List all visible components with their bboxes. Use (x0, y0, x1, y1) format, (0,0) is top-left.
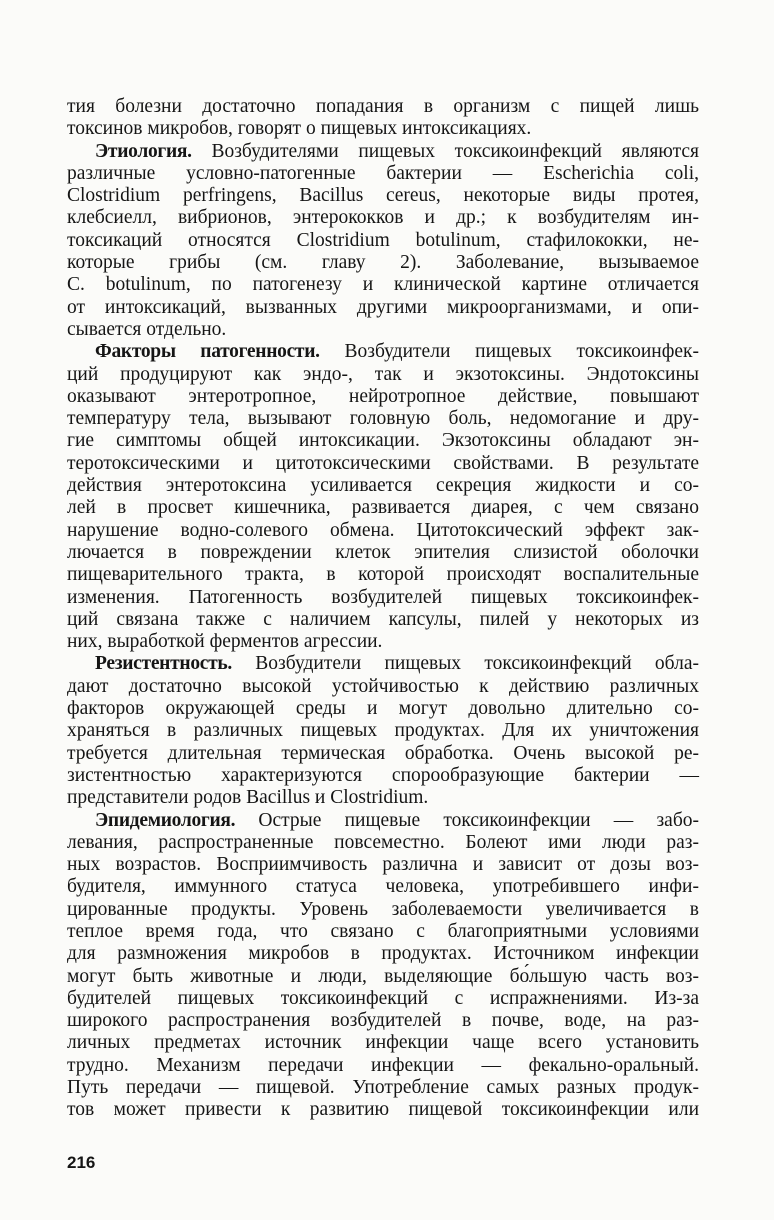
text-line: токсикаций относятся Clostridium botulinum, стафилококки, не- (67, 229, 699, 251)
body-text (67, 96, 699, 1122)
paragraph-etiology (67, 141, 699, 342)
text-line: различные условно-патогенные бактерии — Escherichia coli, (67, 162, 699, 184)
text-line: Clostridium perfringens, Bacillus cereus, некоторые виды протея, (67, 185, 699, 207)
text-line: лей в просвет кишечника, развивается диарея, с чем связано (67, 497, 699, 519)
paragraph-pathogenicity (67, 341, 699, 653)
text-line: оказывают энтеротропное, нейротропное действие, повышают (67, 385, 699, 407)
text-line (67, 341, 699, 363)
text-line: них, выработкой ферментов агрессии. (67, 631, 383, 653)
text-fragment: Возбудители пищевых токсикоинфек- (319, 341, 699, 363)
text-line: будителя, иммунного статуса человека, употребившего инфи- (67, 876, 699, 898)
text-line: гие симптомы общей интоксикации. Экзотоксины обладают эн- (67, 430, 699, 452)
paragraph-epidemiology (67, 810, 699, 1122)
text-line: нарушение водно-солевого обмена. Цитотоксический эффект зак- (67, 519, 699, 541)
text-line: широкого распространения возбудителей в почве, воде, на раз- (67, 1010, 699, 1032)
text-line: клебсиелл, вибрионов, энтерококков и др.; к возбудителям ин- (67, 207, 699, 229)
section-heading: Эпидемиология. (95, 809, 236, 831)
section-heading: Этиология. (95, 140, 192, 162)
text-line: C. botulinum, по патогенезу и клинической картине отличается (67, 274, 699, 296)
page-number: 216 (67, 1153, 96, 1172)
text-line: для размножения микробов в продуктах. Источником инфекции (67, 943, 699, 965)
text-line: тия болезни достаточно попадания в организм с пищей лишь (67, 96, 699, 117)
text-line (67, 653, 699, 675)
text-fragment: Возбудителями пищевых токсикоинфекций являются (191, 140, 699, 162)
section-heading: Резистентность. (95, 653, 232, 675)
text-line: температуру тела, вызывают головную боль, недомогание и дру- (67, 408, 699, 430)
paragraph-continuation (67, 96, 699, 141)
text-line: тов может привести к развитию пищевой токсикоинфекции или (67, 1099, 699, 1121)
text-line (67, 141, 699, 163)
text-line: которые грибы (см. главу 2). Заболевание, вызываемое (67, 252, 699, 274)
text-line: сывается отдельно. (67, 318, 227, 340)
text-line: трудно. Механизм передачи инфекции — фекально-оральный. (67, 1054, 699, 1076)
text-line: ций связана также с наличием капсулы, пилей у некоторых из (67, 608, 699, 630)
text-line: теротоксическими и цитотоксическими свойствами. В результате (67, 452, 699, 474)
text-line: цированные продукты. Уровень заболеваемости увеличивается в (67, 898, 699, 920)
text-line: теплое время года, что связано с благоприятными условиями (67, 920, 699, 942)
text-line: Путь передачи — пищевой. Употребление самых разных продук- (67, 1077, 699, 1099)
text-line: изменения. Патогенность возбудителей пищевых токсикоинфек- (67, 586, 699, 608)
text-line: действия энтеротоксина усиливается секреция жидкости и со- (67, 475, 699, 497)
text-line: будителей пищевых токсикоинфекций с испражнениями. Из-за (67, 987, 699, 1009)
text-line: дают достаточно высокой устойчивостью к действию различных (67, 675, 699, 697)
paragraph-resistance (67, 653, 699, 809)
text-line: зистентностью характеризуются спорообразующие бактерии — (67, 764, 699, 786)
text-line: ций продуцируют как эндо-, так и экзотоксины. Эндотоксины (67, 363, 699, 385)
text-line: храняться в различных пищевых продуктах. Для их уничтожения (67, 720, 699, 742)
text-line: личных предметах источник инфекции чаще всего установить (67, 1032, 699, 1054)
text-line: левания, распространенные повсеместно. Болеют ими люди раз- (67, 831, 699, 853)
text-line: лючается в повреждении клеток эпителия слизистой оболочки (67, 541, 699, 563)
text-fragment: Возбудители пищевых токсикоинфекций обла- (232, 653, 699, 675)
text-line: факторов окружающей среды и могут довольно длительно со- (67, 698, 699, 720)
text-line: от интоксикаций, вызванных другими микроорганизмами, и опи- (67, 296, 699, 318)
text-line: токсинов микробов, говорят о пищевых интоксикациях. (67, 118, 532, 140)
section-heading: Факторы патогенности. (95, 341, 320, 363)
text-line: требуется длительная термическая обработка. Очень высокой ре- (67, 742, 699, 764)
text-line: представители родов Bacillus и Clostridium. (67, 787, 429, 809)
text-fragment: Острые пищевые токсикоинфекции — забо- (235, 809, 699, 831)
text-line: могут быть животные и люди, выделяющие бо́льшую часть воз- (67, 965, 699, 987)
text-line: ных возрастов. Восприимчивость различна и зависит от дозы воз- (67, 854, 699, 876)
text-line: пищеварительного тракта, в которой происходят воспалительные (67, 564, 699, 586)
text-line (67, 810, 699, 832)
